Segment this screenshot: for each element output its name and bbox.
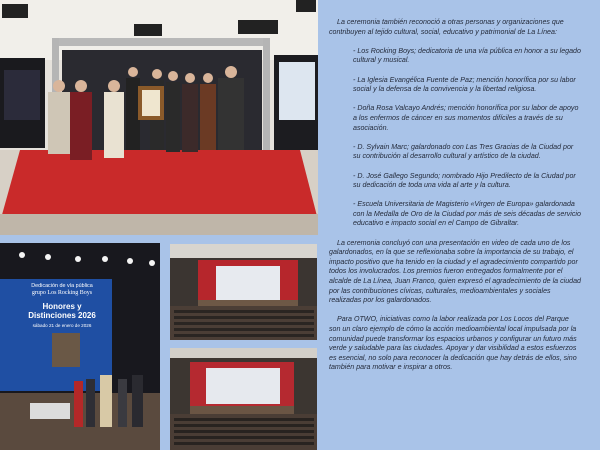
article-intro: La ceremonia también reconoció a otras personas y organizaciones que contribuyen al tejido cultural, social, educativo y patrimonial de La Línea: (329, 18, 564, 36)
stage-photo-image (0, 243, 160, 450)
stage-photo (0, 243, 160, 450)
article-text (329, 18, 581, 383)
stage-screen-line1: Dedicación de vía pública (31, 283, 93, 289)
article-paragraph-3: Para OTWO, iniciativas como la labor realizada por Los Locos del Parque son un claro ejemplo de cómo la acción medioambiental local impulsada por la comunidad puede transformar los espacios urbanos y configurar un futuro más verde y saludable para las ciudades. Apoyar y dar visibilidad a estos esfuerzos es esencial, no solo para reconocer la dedicación que hay detrás de ellos, sino también para motivar e inspirar a otros. (329, 315, 577, 372)
auditorium-photo-wide-image (170, 244, 317, 340)
honorees-list (329, 47, 581, 229)
honoree-item: - Doña Rosa Valcayo Andrés; mención honorífica por su labor de apoyo a los enfermos de cáncer en sus momentos difíciles a través de su asociación. (353, 104, 579, 132)
group-photo-image (0, 0, 318, 235)
honoree-item: - D. José Gallego Segundo; nombrado Hijo Predilecto de la Ciudad por su dedicación de toda una vida al arte y la cultura. (353, 171, 576, 190)
auditorium-photo-wide (170, 244, 317, 340)
honoree-item: - Escuela Universitaria de Magisterio «Virgen de Europa» galardonada con la Medalla de Oro de la Ciudad por más de seis décadas de servicio educativo e impacto social en el Campo de Gibraltar. (353, 200, 581, 228)
honoree-item: - Los Rocking Boys; dedicatoria de una vía pública en honor a su legado cultural y musical. (353, 46, 581, 65)
group-photo (0, 0, 318, 235)
auditorium-photo-stage (170, 348, 317, 450)
article-paragraph-2: La ceremonia concluyó con una presentación en video de cada uno de los galardonados, en la que se reflexionaba sobre la importancia de su trabajo, el impacto positivo que ha tenido en la ciudad y el agradecimiento compartido por todos los involucrados. Los premios fueron entregados formalmente por el alcalde de La Línea, Juan Franco, quien expresó el agradecimiento de la ciudad por las contribuciones cívicas, culturales, medioambientales y sociales realizadas por los galardonados. (329, 238, 581, 305)
stage-screen-date: sábado 21 de enero de 2026 (32, 323, 92, 328)
honoree-item: - D. Sylvain Marc; galardonado con Las Tres Gracias de la Ciudad por su contribución al desarrollo cultural y artístico de la ciudad. (353, 142, 574, 161)
stage-screen-text (22, 283, 102, 329)
stage-screen-line2: grupo Los Rocking Boys (31, 290, 93, 296)
stage-screen-title: Honores y Distinciones 2026 (28, 302, 96, 320)
auditorium-photo-stage-image (170, 348, 317, 450)
honoree-item: - La Iglesia Evangélica Fuente de Paz; mención honorífica por su labor social y la defensa de la convivencia y la libertad religiosa. (353, 75, 576, 94)
